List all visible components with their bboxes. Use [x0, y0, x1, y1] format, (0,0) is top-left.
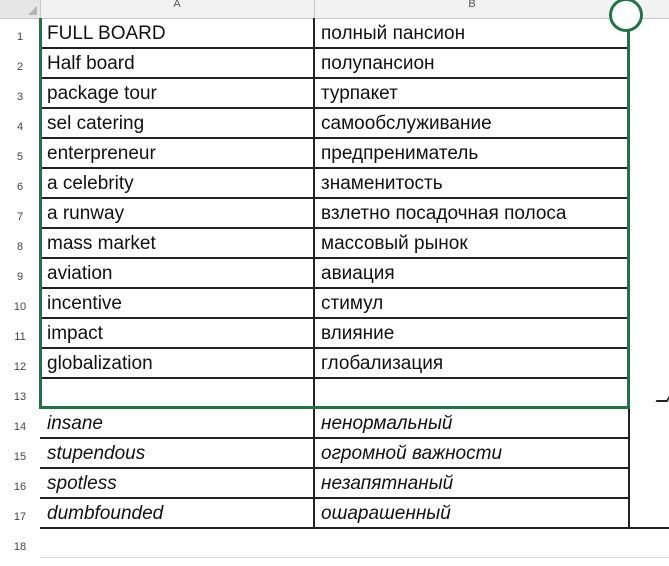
select-all-triangle-icon [28, 6, 37, 15]
table-row [40, 78, 669, 108]
cell-russian-translation[interactable]: полупансион [321, 53, 435, 74]
cell-english-term[interactable]: sel catering [47, 113, 145, 134]
table-row [40, 288, 669, 318]
cell-russian-translation[interactable]: ошарашенный [321, 503, 451, 524]
cell-russian-translation[interactable]: незапятнаный [321, 473, 454, 494]
cell-border [40, 227, 630, 229]
selection-border-right [627, 18, 630, 408]
cell-english-term[interactable]: impact [47, 323, 103, 344]
row-header[interactable]: 7 [16, 211, 24, 223]
row-header[interactable]: 13 [13, 391, 27, 403]
table-row [40, 108, 669, 138]
cell-english-term[interactable]: insane [47, 413, 103, 434]
table-row [40, 498, 669, 528]
row-header[interactable]: 15 [13, 451, 27, 463]
cell-border [40, 497, 630, 499]
row-header[interactable]: 18 [13, 541, 27, 553]
cell-russian-translation[interactable]: ненормальный [321, 413, 453, 434]
row-header[interactable]: 12 [13, 361, 27, 373]
cell-border [40, 107, 630, 109]
cell-border [40, 167, 630, 169]
cell-english-term[interactable]: incentive [47, 293, 122, 314]
cell-border [40, 47, 630, 49]
cell-russian-translation[interactable]: турпакет [321, 83, 398, 104]
cell-border [40, 317, 630, 319]
cell-english-term[interactable]: FULL BOARD [47, 23, 166, 44]
row-header[interactable]: 9 [16, 271, 24, 283]
cell-russian-translation[interactable]: знаменитость [321, 173, 443, 194]
cell-english-term[interactable]: a runway [47, 203, 125, 224]
row-header[interactable]: 14 [13, 421, 27, 433]
row-header[interactable]: 16 [13, 481, 27, 493]
cell-english-term[interactable]: globalization [47, 353, 153, 374]
cell-english-term[interactable]: stupendous [47, 443, 146, 464]
table-row [40, 348, 669, 378]
cell-border [40, 527, 669, 529]
cell-russian-translation[interactable]: влияние [321, 323, 395, 344]
cell-english-term[interactable]: mass market [47, 233, 156, 254]
table-row [40, 318, 669, 348]
cell-russian-translation[interactable]: полный пансион [321, 23, 466, 44]
cell-russian-translation[interactable]: предпрениматель [321, 143, 479, 164]
row-header[interactable]: 10 [13, 301, 27, 313]
table-row [40, 468, 669, 498]
select-all-corner[interactable] [0, 0, 41, 18]
table-row [40, 168, 669, 198]
cell-russian-translation[interactable]: взлетно посадочная полоса [321, 203, 567, 224]
row-header[interactable]: 17 [13, 511, 27, 523]
row-header[interactable]: 5 [16, 151, 24, 163]
cell-border [40, 347, 630, 349]
cell-russian-translation[interactable] [314, 378, 669, 408]
cell-english-term[interactable]: enterpreneur [47, 143, 156, 164]
row-header[interactable]: 11 [14, 331, 26, 343]
row-header[interactable]: 1 [16, 31, 24, 43]
cell-border [40, 377, 630, 379]
table-row [40, 138, 669, 168]
table-row [40, 18, 669, 48]
cell-border [40, 467, 630, 469]
table-row [40, 408, 669, 438]
cell-english-term[interactable]: package tour [47, 83, 157, 104]
column-header-b[interactable]: B [468, 0, 476, 10]
selection-border-bottom [39, 406, 630, 409]
cell-russian-translation[interactable]: массовый рынок [321, 233, 468, 254]
cell-russian-translation[interactable]: авиация [321, 263, 395, 284]
row-header[interactable]: 4 [16, 121, 24, 133]
column-border [313, 18, 315, 528]
cell-border [40, 197, 630, 199]
cell-russian-translation[interactable]: самообслуживание [321, 113, 492, 134]
cell-russian-translation[interactable]: стимул [321, 293, 384, 314]
row-header[interactable]: 8 [16, 241, 24, 253]
cell-english-term[interactable]: dumbfounded [47, 503, 164, 524]
row-header[interactable]: 3 [16, 91, 24, 103]
cell-english-term[interactable]: spotless [47, 473, 117, 494]
cell-russian-translation[interactable]: огромной важности [321, 443, 503, 464]
cell-english-term[interactable]: Half board [47, 53, 135, 74]
table-row [40, 48, 669, 78]
cell-border [40, 437, 630, 439]
cell-english-term[interactable]: aviation [47, 263, 113, 284]
row-header[interactable]: 2 [16, 61, 24, 73]
cell-english-term[interactable]: a celebrity [47, 173, 134, 194]
cell-english-term[interactable] [40, 378, 314, 408]
gridline [40, 557, 669, 558]
cell-border [40, 17, 630, 19]
table-row [40, 198, 669, 228]
row-header[interactable]: 6 [16, 181, 24, 193]
cell-border [40, 257, 630, 259]
table-row [40, 378, 669, 408]
cell-border [40, 287, 630, 289]
table-row [40, 438, 669, 468]
cell-border [40, 137, 630, 139]
cell-border [40, 77, 630, 79]
cell-russian-translation[interactable]: глобализация [321, 353, 444, 374]
table-row [40, 228, 669, 258]
selection-border-left [39, 18, 42, 408]
column-header-a[interactable]: A [173, 0, 181, 10]
table-row [40, 258, 669, 288]
